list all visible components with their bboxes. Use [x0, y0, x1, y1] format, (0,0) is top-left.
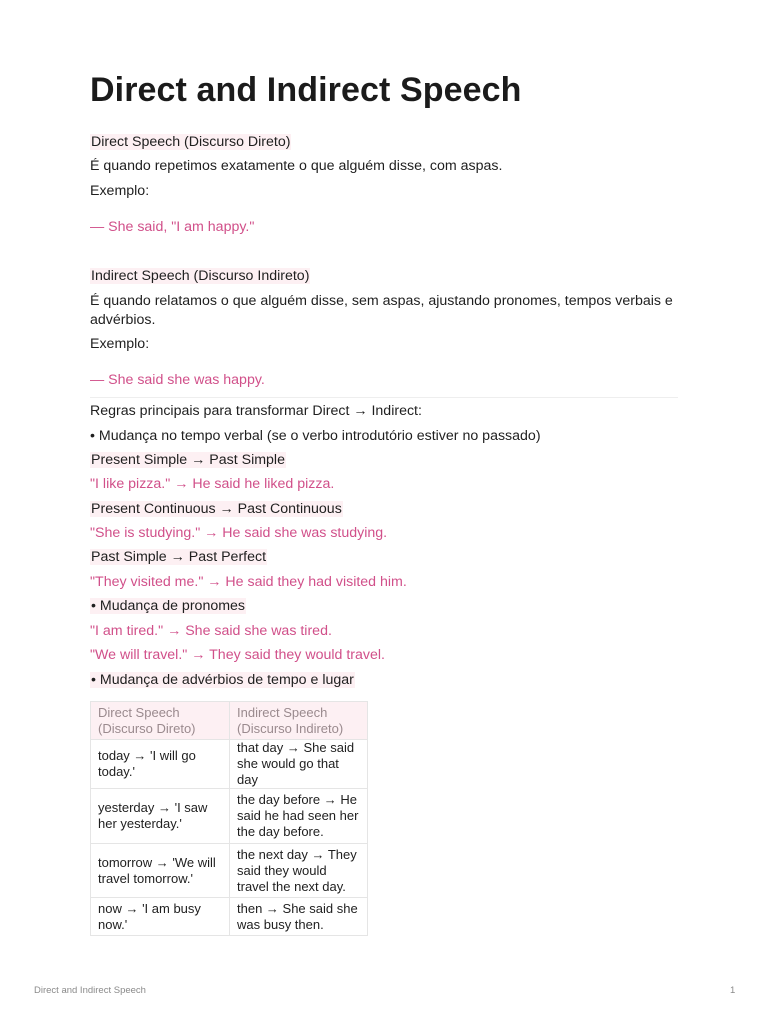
- pronoun-example: "I am tired." → She said she was tired.: [90, 623, 332, 639]
- rule-present-simple: Present Simple → Past Simple: [91, 452, 285, 468]
- table-cell: tomorrow → 'We will travel tomorrow.': [91, 844, 230, 898]
- table-cell: then → She said she was busy then.: [230, 898, 368, 936]
- tense-change-bullet: • Mudança no tempo verbal (se o verbo introdutório estiver no passado): [90, 428, 541, 444]
- direct-speech-definition: É quando repetimos exatamente o que alguém disse, com aspas.: [90, 158, 503, 174]
- section-divider: [90, 397, 678, 398]
- table-cell: the next day → They said they would travel the next day.: [230, 844, 368, 898]
- footer-doc-title: Direct and Indirect Speech: [34, 985, 146, 996]
- pronoun-change-bullet: • Mudança de pronomes: [91, 598, 246, 614]
- adverb-change-bullet: • Mudança de advérbios de tempo e lugar: [91, 672, 354, 688]
- table-row: [91, 740, 368, 789]
- page-title: Direct and Indirect Speech: [90, 71, 522, 109]
- rules-heading: Regras principais para transformar Direct → Indirect:: [90, 403, 422, 419]
- direct-example: — She said, "I am happy.": [90, 219, 255, 235]
- table-cell: today → 'I will go today.': [91, 740, 230, 789]
- direct-speech-heading: Direct Speech (Discurso Direto): [91, 134, 291, 150]
- indirect-speech-definition: É quando relatamos o que alguém disse, sem aspas, ajustando pronomes, tempos verbais e advérbios.: [90, 293, 673, 328]
- table-cell: yesterday → 'I saw her yesterday.': [91, 789, 230, 844]
- table-header-cell: Direct Speech (Discurso Direto): [91, 702, 230, 740]
- footer-page-number: 1: [730, 985, 736, 996]
- rule-present-continuous-example: "She is studying." → He said she was studying.: [90, 525, 388, 541]
- table-header-cell: Indirect Speech (Discurso Indireto): [230, 702, 368, 740]
- rule-past-simple: Past Simple → Past Perfect: [91, 549, 267, 565]
- table-header-row: [91, 702, 368, 740]
- rule-present-simple-example: "I like pizza." → He said he liked pizza.: [90, 476, 335, 492]
- table-cell: the day before → He said he had seen her the day before.: [230, 789, 368, 844]
- table-cell: that day → She said she would go that day: [230, 740, 368, 789]
- indirect-example-label: Exemplo:: [90, 336, 150, 352]
- pronoun-example: "We will travel." → They said they would travel.: [90, 647, 385, 663]
- indirect-example: — She said she was happy.: [90, 372, 265, 388]
- indirect-speech-heading: Indirect Speech (Discurso Indireto): [91, 268, 310, 284]
- table-row: [91, 898, 368, 936]
- table-cell: now → 'I am busy now.': [91, 898, 230, 936]
- direct-example-label: Exemplo:: [90, 183, 150, 199]
- rule-past-simple-example: "They visited me." → He said they had visited him.: [90, 574, 407, 590]
- rule-present-continuous: Present Continuous → Past Continuous: [91, 501, 342, 517]
- table-row: [91, 844, 368, 898]
- adverb-table: [90, 701, 368, 936]
- table-row: [91, 789, 368, 844]
